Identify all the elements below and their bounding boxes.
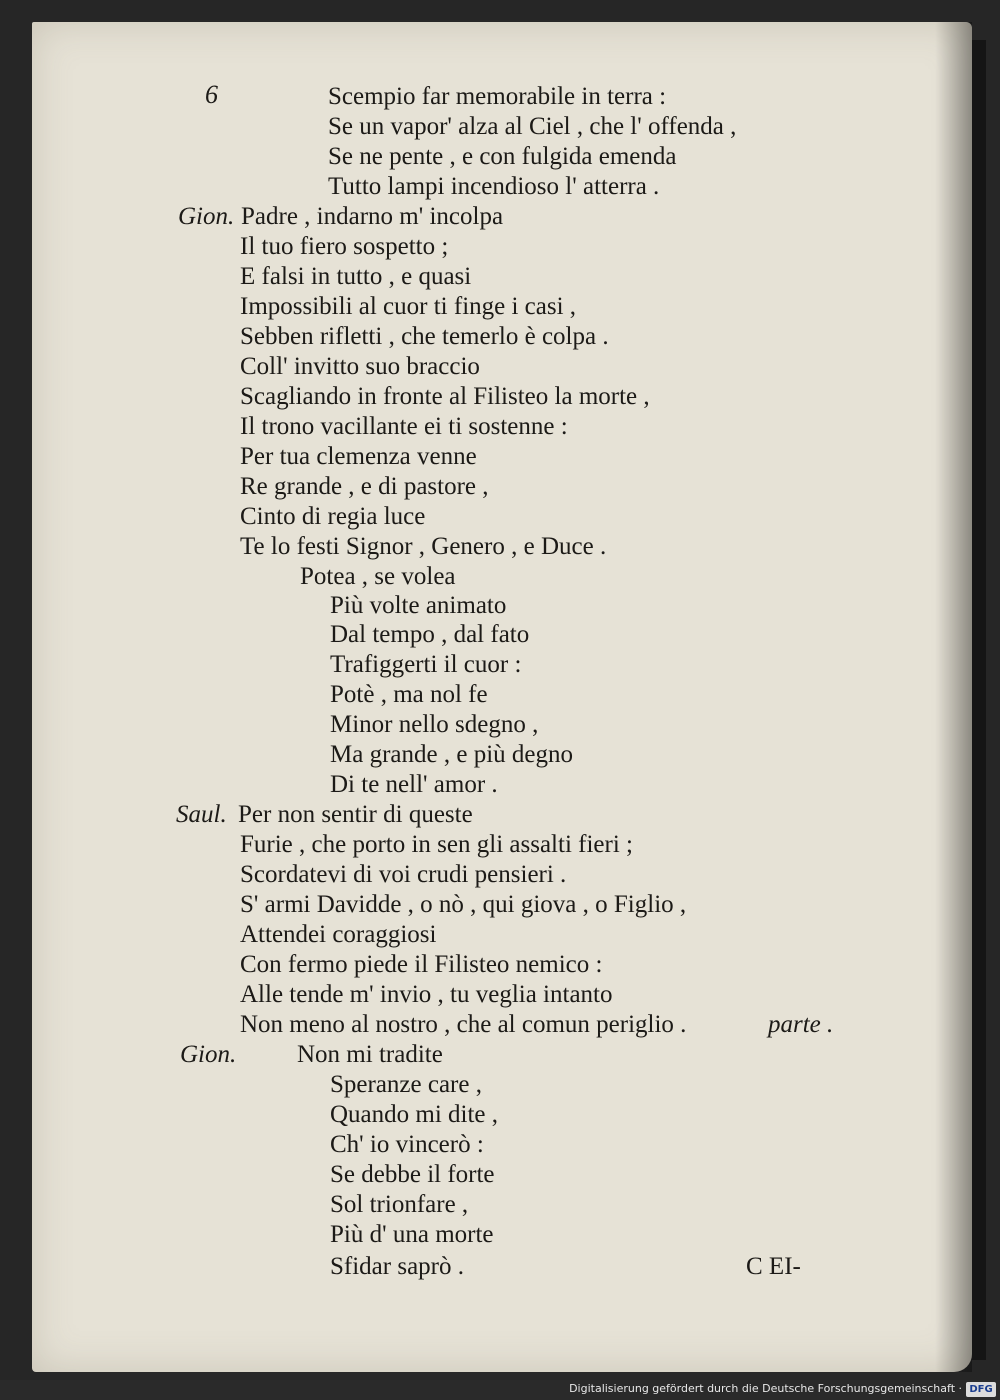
text-line: Per tua clemenza venne (240, 443, 477, 470)
text-line: Furie , che porto in sen gli assalti fieri ; (240, 831, 633, 858)
text-line: E falsi in tutto , e quasi (240, 263, 472, 290)
speaker-label: Gion. (180, 1041, 237, 1068)
page-edge (972, 40, 986, 1360)
text-line: Scordatevi di voi crudi pensieri . (240, 861, 567, 888)
text-line: Speranze care , (330, 1071, 482, 1098)
speaker-label: Saul. (176, 801, 227, 828)
text-line: Te lo festi Signor , Genero , e Duce . (240, 533, 607, 560)
text-line: Scagliando in fronte al Filisteo la morte , (240, 383, 650, 410)
text-line: Scempio far memorabile in terra : (328, 83, 667, 110)
text-line: Trafiggerti il cuor : (330, 651, 522, 678)
text-line: Dal tempo , dal fato (330, 621, 530, 648)
text-line: Il tuo fiero sospetto ; (240, 233, 449, 260)
text-line: Se debbe il forte (330, 1161, 495, 1188)
stage-direction: parte . (768, 1011, 834, 1038)
catchword: C EI- (746, 1253, 801, 1280)
text-line: Se un vapor' alza al Ciel , che l' offenda , (328, 113, 737, 140)
text-line: Potea , se volea (300, 563, 456, 590)
text-line: Non mi tradite (297, 1041, 443, 1068)
text-line: Minor nello sdegno , (330, 711, 539, 738)
text-line: Ch' io vincerò : (330, 1131, 484, 1158)
gutter-shade (935, 22, 972, 1372)
text-line: Se ne pente , e con fulgida emenda (328, 143, 677, 170)
text-line: Re grande , e di pastore , (240, 473, 489, 500)
text-line: Con fermo piede il Filisteo nemico : (240, 951, 603, 978)
text-line: Quando mi dite , (330, 1101, 499, 1128)
text-line: Non meno al nostro , che al comun periglio . (240, 1011, 687, 1038)
text-line: S' armi Davidde , o nò , qui giova , o Figlio , (240, 891, 687, 918)
text-line: Impossibili al cuor ti finge i casi , (240, 293, 577, 320)
text-line: Per non sentir di queste (238, 801, 473, 828)
text-line: Sfidar saprò . (330, 1253, 464, 1280)
text-line: Sebben rifletti , che temerlo è colpa . (240, 323, 609, 350)
text-line: Il trono vacillante ei ti sostenne : (240, 413, 568, 440)
text-line: Padre , indarno m' incolpa (241, 203, 504, 230)
text-line: Cinto di regia luce (240, 503, 426, 530)
footer-credit: Digitalisierung gefördert durch die Deutsche Forschungsgemeinschaft · (569, 1382, 962, 1395)
text-line: Alle tende m' invio , tu veglia intanto (240, 981, 613, 1008)
text-line: Più volte animato (330, 592, 507, 619)
dfg-logo: DFG (966, 1382, 996, 1397)
speaker-label: Gion. (178, 203, 235, 230)
text-line: Potè , ma nol fe (330, 681, 488, 708)
text-line: Sol trionfare , (330, 1191, 469, 1218)
text-line: Più d' una morte (330, 1221, 494, 1248)
text-line: Coll' invitto suo braccio (240, 353, 480, 380)
text-line: Attendei coraggiosi (240, 921, 437, 948)
text-line: Tutto lampi incendioso l' atterra . (328, 173, 660, 200)
text-line: Ma grande , e più degno (330, 741, 573, 768)
page-number: 6 (205, 80, 218, 109)
text-line: Di te nell' amor . (330, 771, 498, 798)
